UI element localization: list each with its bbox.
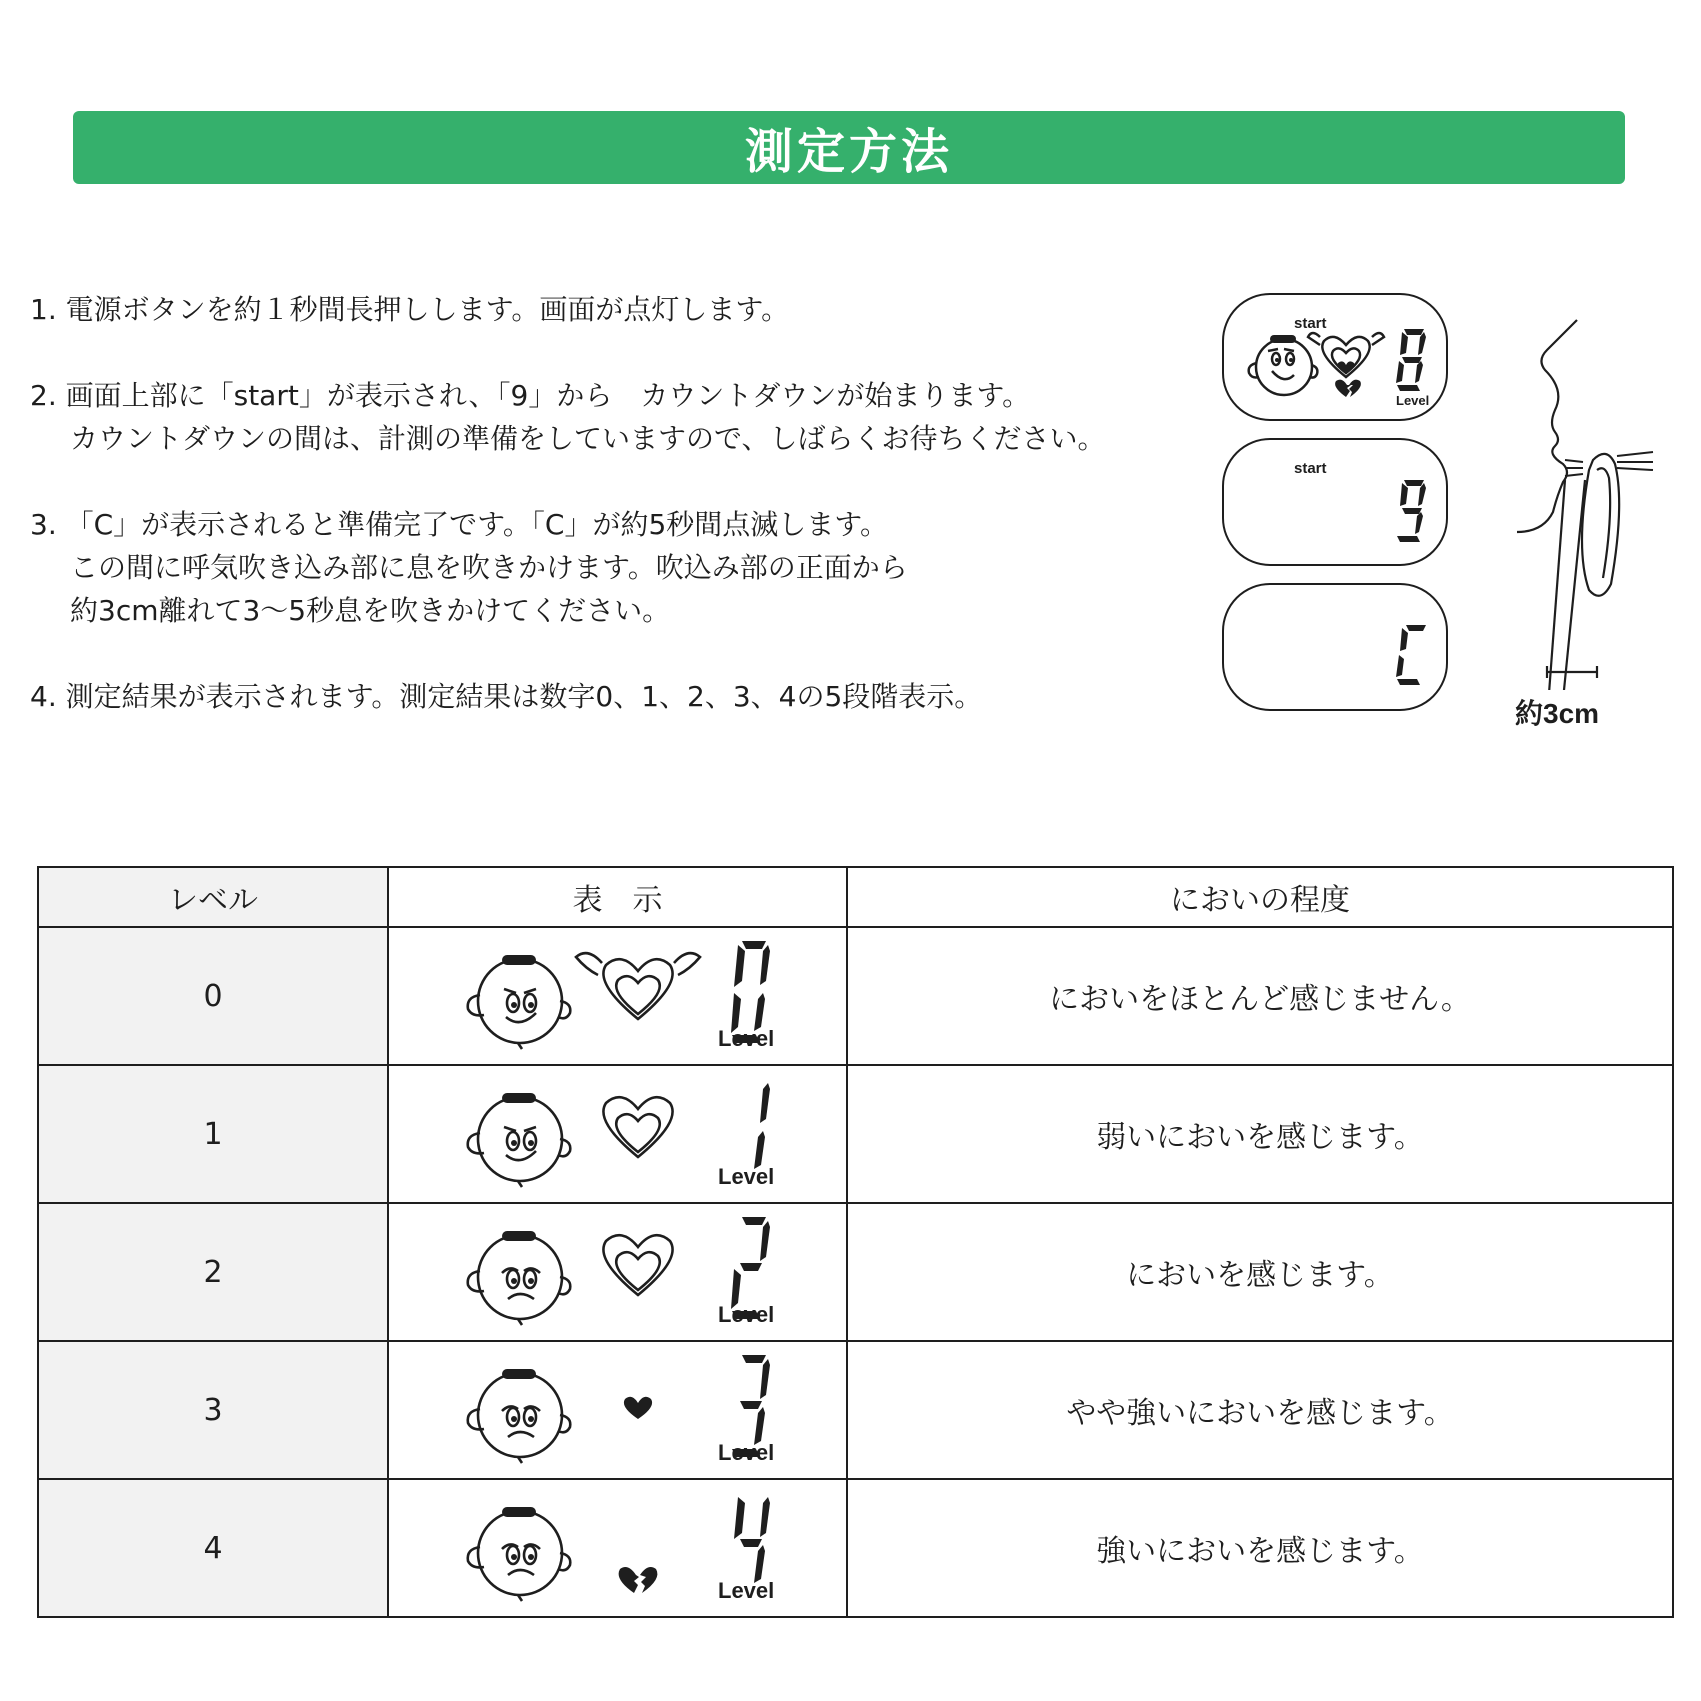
start-label: start	[1294, 460, 1327, 477]
step-2	[30, 374, 1190, 460]
step-line: この間に呼気吹き込み部に息を吹きかけます。吹込み部の正面から	[70, 551, 908, 584]
double-winged-heart-icon	[576, 953, 700, 1019]
title-banner	[73, 111, 1625, 184]
level-label: Level	[718, 1440, 775, 1465]
digit-1-icon	[754, 1083, 770, 1169]
face-icon	[467, 1093, 570, 1187]
level-value: 1	[38, 1065, 388, 1203]
level-table	[37, 866, 1674, 1618]
degree-description: においを感じます。	[847, 1203, 1673, 1341]
small-heart-icon	[623, 1397, 651, 1419]
lcd-panel-start-9	[1222, 438, 1448, 566]
face-icon	[467, 1369, 570, 1463]
header-degree: においの程度	[847, 867, 1673, 927]
level-value: 2	[38, 1203, 388, 1341]
display-cell	[388, 1479, 847, 1617]
display-cell	[388, 1341, 847, 1479]
double-heart-icon	[603, 1097, 672, 1157]
level-value: 4	[38, 1479, 388, 1617]
level-label: Level	[1396, 393, 1430, 408]
display-cell	[388, 1065, 847, 1203]
step-4	[30, 675, 1190, 718]
lcd-panel-start-8	[1222, 293, 1448, 421]
table-row	[38, 1203, 1673, 1341]
level-label: Level	[718, 1302, 775, 1327]
digit-9-icon	[1224, 440, 1450, 568]
lcd-panel-c	[1222, 583, 1448, 711]
degree-description: やや強いにおいを感じます。	[847, 1341, 1673, 1479]
page-title: 測定方法	[744, 124, 953, 180]
distance-label: 約3cm	[1515, 698, 1600, 729]
degree-description: においをほとんど感じません。	[847, 927, 1673, 1065]
step-line: 2. 画面上部に「start」が表示され、「9」から カウントダウンが始まります。	[30, 379, 1031, 412]
display-cell	[388, 1203, 847, 1341]
degree-description: 弱いにおいを感じます。	[847, 1065, 1673, 1203]
step-line: カウントダウンの間は、計測の準備をしていますので、しばらくお待ちください。	[70, 422, 1106, 455]
level-label: Level	[718, 1578, 775, 1603]
face-icon	[467, 1507, 570, 1601]
table-row	[38, 1479, 1673, 1617]
step-line: 約3cm離れて3～5秒息を吹きかけてください。	[70, 594, 671, 627]
instructions	[30, 288, 1190, 761]
breath-illustration-icon	[1505, 310, 1685, 690]
table-row	[38, 1065, 1673, 1203]
level-label: Level	[718, 1164, 775, 1189]
face-icon	[467, 1231, 570, 1325]
step-line: 4. 測定結果が表示されます。測定結果は数字0、1、2、3、4の5段階表示。	[30, 680, 983, 713]
step-line: 3. 「C」が表示されると準備完了です。「C」が約5秒間点滅します。	[30, 508, 889, 541]
header-display: 表 示	[388, 867, 847, 927]
degree-description: 強いにおいを感じます。	[847, 1479, 1673, 1617]
header-level: レベル	[38, 867, 388, 927]
step-line: 1. 電源ボタンを約１秒間長押しします。画面が点灯します。	[30, 293, 790, 326]
digit-4-icon	[734, 1497, 770, 1583]
level-value: 0	[38, 927, 388, 1065]
table-row	[38, 927, 1673, 1065]
double-heart-icon	[603, 1235, 672, 1295]
letter-c-icon	[1224, 585, 1450, 713]
face-icon	[467, 955, 570, 1049]
start-label: start	[1294, 315, 1327, 332]
step-1	[30, 288, 1190, 331]
level-value: 3	[38, 1341, 388, 1479]
display-cell	[388, 927, 847, 1065]
table-row	[38, 1341, 1673, 1479]
table-header-row	[38, 867, 1673, 927]
broken-heart-icon	[618, 1567, 657, 1593]
step-3	[30, 503, 1190, 632]
level-label: Level	[718, 1026, 775, 1051]
